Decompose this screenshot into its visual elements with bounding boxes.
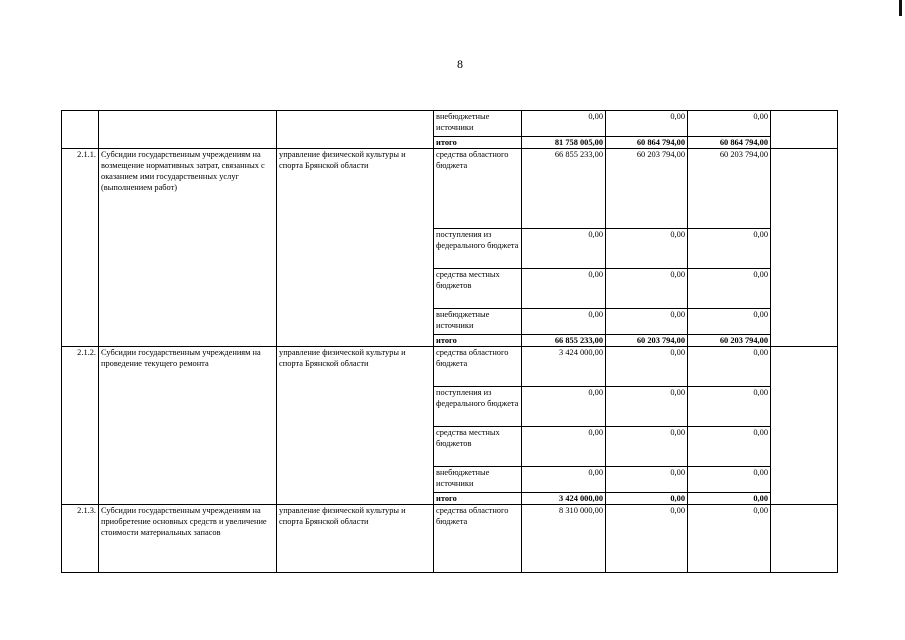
value-cell: 3 424 000,00 [522,347,606,387]
source-cell: поступления из федерального бюджета [434,229,522,269]
scan-edge-mark [899,0,902,16]
value-cell: 0,00 [606,309,688,335]
value-cell: 0,00 [522,309,606,335]
source-cell: итого [434,137,522,149]
executor-cell [277,111,434,149]
source-cell: средства местных бюджетов [434,427,522,467]
name-cell [99,111,277,149]
code-cell: 2.1.1. [62,149,99,347]
value-cell: 0,00 [688,309,771,335]
table-row [62,149,838,229]
value-cell: 0,00 [688,111,771,137]
value-cell: 0,00 [522,111,606,137]
value-cell: 0,00 [606,427,688,467]
value-cell: 0,00 [522,269,606,309]
note-cell [771,111,838,149]
total-value-cell: 60 203 794,00 [606,335,688,347]
value-cell: 0,00 [688,347,771,387]
value-cell: 0,00 [688,427,771,467]
executor-cell: управление физической культуры и спорта Брянской области [277,149,434,347]
budget-table [61,110,838,573]
executor-cell: управление физической культуры и спорта Брянской области [277,347,434,505]
value-cell: 0,00 [522,427,606,467]
value-cell: 60 203 794,00 [606,149,688,229]
value-cell: 0,00 [522,229,606,269]
source-cell: средства областного бюджета [434,505,522,573]
total-value-cell: 0,00 [688,493,771,505]
name-cell: Субсидии государственным учреждениям на приобретение основных средств и увеличение стоимости материальных запасов [99,505,277,573]
value-cell: 0,00 [688,229,771,269]
value-cell: 0,00 [606,387,688,427]
value-cell: 0,00 [606,111,688,137]
value-cell: 0,00 [688,505,771,573]
total-value-cell: 60 203 794,00 [688,335,771,347]
note-cell [771,505,838,573]
value-cell: 0,00 [522,387,606,427]
name-cell: Субсидии государственным учреждениям на возмещение нормативных затрат, связанных с оказанием ими государственных услуг (выполнением работ) [99,149,277,347]
total-value-cell: 60 864 794,00 [688,137,771,149]
executor-cell: управление физической культуры и спорта Брянской области [277,505,434,573]
value-cell: 66 855 233,00 [522,149,606,229]
value-cell: 0,00 [606,347,688,387]
value-cell: 0,00 [606,229,688,269]
source-cell: итого [434,493,522,505]
source-cell: итого [434,335,522,347]
code-cell [62,111,99,149]
value-cell: 0,00 [606,505,688,573]
total-value-cell: 0,00 [606,493,688,505]
note-cell [771,347,838,505]
value-cell: 0,00 [688,387,771,427]
value-cell: 0,00 [522,467,606,493]
total-value-cell: 66 855 233,00 [522,335,606,347]
total-value-cell: 60 864 794,00 [606,137,688,149]
source-cell: поступления из федерального бюджета [434,387,522,427]
source-cell: средства областного бюджета [434,347,522,387]
table-row [62,347,838,387]
total-value-cell: 3 424 000,00 [522,493,606,505]
value-cell: 0,00 [688,269,771,309]
total-value-cell: 81 758 005,00 [522,137,606,149]
source-cell: средства областного бюджета [434,149,522,229]
page-number: 8 [457,57,463,71]
source-cell: внебюджетные источники [434,467,522,493]
source-cell: внебюджетные источники [434,111,522,137]
value-cell: 0,00 [606,467,688,493]
table-row [62,505,838,573]
value-cell: 60 203 794,00 [688,149,771,229]
code-cell: 2.1.3. [62,505,99,573]
value-cell: 0,00 [688,467,771,493]
code-cell: 2.1.2. [62,347,99,505]
value-cell: 8 310 000,00 [522,505,606,573]
value-cell: 0,00 [606,269,688,309]
table-row [62,111,838,137]
source-cell: внебюджетные источники [434,309,522,335]
note-cell [771,149,838,347]
source-cell: средства местных бюджетов [434,269,522,309]
name-cell: Субсидии государственным учреждениям на проведение текущего ремонта [99,347,277,505]
